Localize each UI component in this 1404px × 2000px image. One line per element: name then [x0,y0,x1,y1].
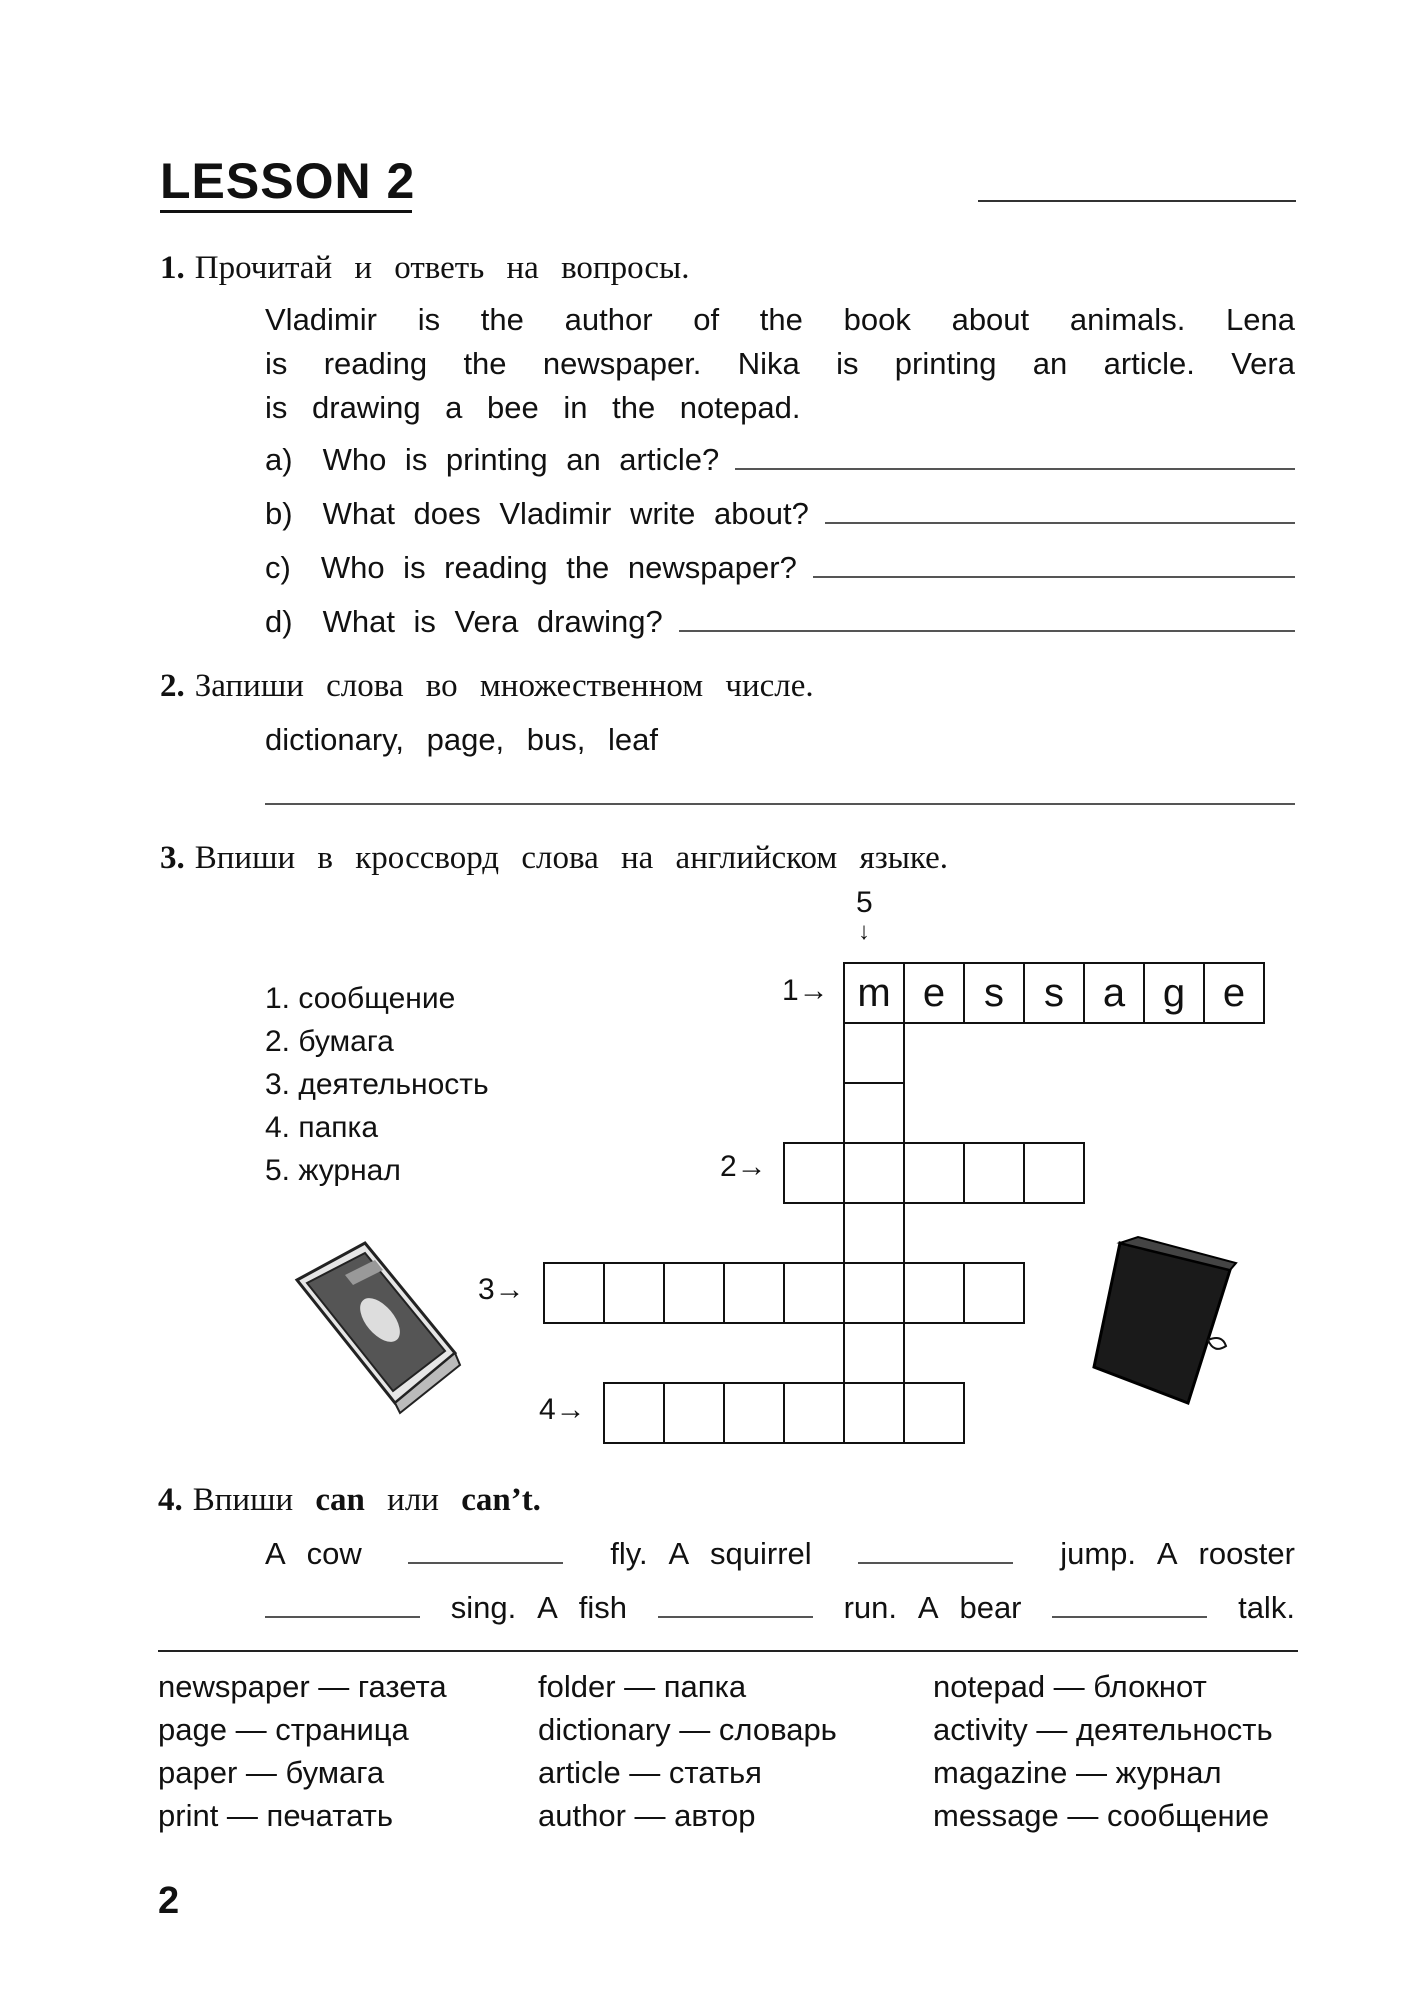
vocab-entry: dictionary — словарь [538,1712,837,1747]
crossword-cell[interactable] [903,1262,965,1324]
vocab-entry: paper — бумага [158,1755,385,1790]
question-letter: d) [265,604,293,639]
page-number: 2 [158,1880,180,1922]
crossword-cell[interactable] [903,1142,965,1204]
can-blank-3[interactable] [265,1590,420,1618]
magazine-illustration [285,1235,475,1415]
crossword-cell[interactable] [843,1142,905,1204]
question-row [265,550,1295,604]
folder-illustration [1090,1235,1240,1415]
clue-item: 2. бумага [265,1025,394,1058]
task2-instruction: Запиши слова во множественном числе. [194,668,814,704]
crossword-cell[interactable] [843,1022,905,1084]
vocab-entry: print — печатать [158,1798,393,1833]
task4-word-cant: can’t. [461,1482,541,1518]
crossword-cell[interactable] [783,1382,845,1444]
task3-number: 3. [160,840,185,876]
vocab-entry: page — страница [158,1712,409,1747]
sentence-part: run. A bear [843,1590,1022,1625]
task2-number: 2. [160,668,185,704]
vocabulary-divider [158,1650,1298,1652]
vocab-entry: message — сообщение [933,1798,1270,1833]
task1-text [265,302,1295,434]
clue-3-label: 3→ [478,1273,525,1306]
answer-line-d[interactable] [679,604,1295,632]
question-letter: c) [265,550,291,585]
crossword-cell[interactable] [603,1382,665,1444]
clue-1-label: 1→ [782,974,829,1007]
clue-5-arrow-icon: ↓ [858,918,870,945]
question-row [265,604,1295,658]
question-text: Who is reading the newspaper? [320,550,797,585]
question-text: Who is printing an article? [322,442,720,477]
crossword-cell-filled[interactable]: a [1083,962,1145,1024]
sentence-part: fly. A squirrel [610,1536,812,1571]
crossword-cell[interactable] [663,1382,725,1444]
clue-item: 1. сообщение [265,982,456,1015]
crossword-cell-filled[interactable]: g [1143,962,1205,1024]
task2-words: dictionary, page, bus, leaf [265,722,658,757]
crossword-cell[interactable] [723,1262,785,1324]
task1-text-line: is drawing a bee in the notepad. [265,390,801,425]
date-line [978,200,1296,202]
crossword-cell[interactable] [843,1082,905,1144]
question-letter: a) [265,442,293,477]
task1-questions [265,442,1295,658]
vocab-entry: activity — деятельность [933,1712,1273,1747]
crossword-cell-filled[interactable]: e [1203,962,1265,1024]
crossword-cell-filled[interactable]: s [1023,962,1085,1024]
answer-line-c[interactable] [813,550,1295,578]
crossword-cell-filled[interactable]: m [843,962,905,1024]
crossword-cell[interactable] [843,1202,905,1264]
can-blank-5[interactable] [1052,1590,1207,1618]
task1-heading [160,250,689,287]
clue-4-label: 4→ [539,1393,586,1426]
task1-text-line: Vladimir is the author of the book about animals. Lena [265,302,1295,337]
clue-item: 4. папка [265,1111,378,1144]
question-text: What is Vera drawing? [322,604,663,639]
crossword-clues [265,977,489,1192]
sentence-part: A cow [265,1536,362,1571]
vocab-column-2 [538,1665,837,1837]
can-blank-2[interactable] [858,1536,1013,1564]
crossword-cell[interactable] [1023,1142,1085,1204]
crossword-cell[interactable] [723,1382,785,1444]
crossword-cell[interactable] [663,1262,725,1324]
question-row [265,496,1295,550]
task4-word-or: или [387,1482,439,1518]
task3-instruction: Впиши в кроссворд слова на английском языке. [194,840,949,876]
question-text: What does Vladimir write about? [322,496,809,531]
title-underline [160,210,412,213]
can-blank-1[interactable] [408,1536,563,1564]
vocab-column-3 [933,1665,1273,1837]
task2-heading [160,668,814,705]
crossword-cell[interactable] [843,1262,905,1324]
crossword-cell-filled[interactable]: e [903,962,965,1024]
crossword-cell[interactable] [963,1142,1025,1204]
clue-item: 5. журнал [265,1154,401,1187]
task4-instruction-pre: Впиши [192,1482,294,1518]
crossword-cell[interactable] [783,1142,845,1204]
crossword-cell[interactable] [783,1262,845,1324]
task4-word-can: can [315,1482,365,1518]
crossword-cell[interactable] [903,1382,965,1444]
clue-2-label: 2→ [720,1150,767,1183]
crossword-cell[interactable] [843,1382,905,1444]
vocab-column-1 [158,1665,447,1837]
vocab-entry: author — автор [538,1798,756,1833]
answer-line-a[interactable] [735,442,1295,470]
clue-item: 3. деятельность [265,1068,489,1101]
vocab-entry: article — статья [538,1755,762,1790]
crossword-cell[interactable] [543,1262,605,1324]
answer-line-b[interactable] [825,496,1295,524]
question-row [265,442,1295,496]
task1-text-line: is reading the newspaper. Nika is printing an article. Vera [265,346,1295,381]
vocab-entry: notepad — блокнот [933,1669,1207,1704]
vocab-entry: newspaper — газета [158,1669,447,1704]
can-blank-4[interactable] [658,1590,813,1618]
crossword-cell[interactable] [963,1262,1025,1324]
task2-answer-line[interactable] [265,803,1295,805]
crossword-cell[interactable] [603,1262,665,1324]
task1-number: 1. [160,250,185,286]
sentence-part: talk. [1238,1590,1295,1625]
sentence-part: jump. A rooster [1060,1536,1295,1571]
question-letter: b) [265,496,293,531]
task4-heading [158,1482,541,1519]
clue-5-number: 5 [856,886,873,919]
task4-line-2 [265,1590,1295,1626]
sentence-part: sing. A fish [450,1590,627,1625]
vocab-entry: folder — папка [538,1669,747,1704]
crossword-cell-filled[interactable]: s [963,962,1025,1024]
lesson-title: LESSON 2 [160,153,416,209]
task3-heading [160,840,948,877]
task4-number: 4. [158,1482,183,1518]
task1-instruction: Прочитай и ответь на вопросы. [194,250,690,286]
task4-line-1 [265,1536,1295,1572]
crossword-cell[interactable] [843,1322,905,1384]
vocab-entry: magazine — журнал [933,1755,1222,1790]
